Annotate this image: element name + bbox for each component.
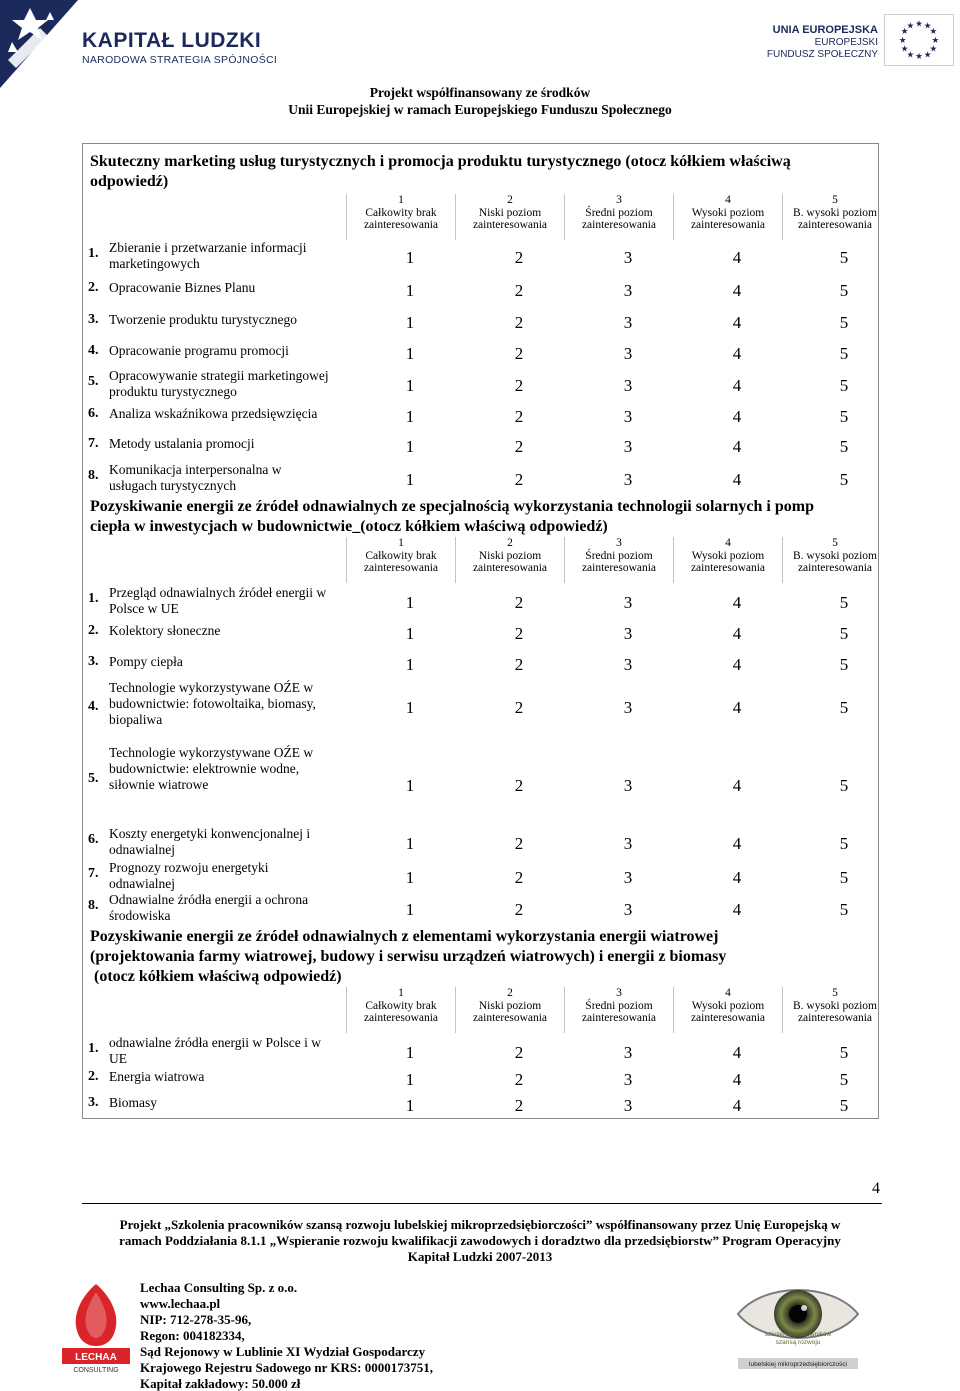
svg-text:LECHAA: LECHAA (75, 1352, 117, 1363)
section-3-title-line2: (projektowania farmy wiatrowej, budowy i serwisu urządzeń wiatrowych) i energii z biomasy (90, 948, 727, 965)
rating-option-4[interactable]: 4 (732, 834, 742, 853)
rating-option-2[interactable]: 2 (514, 834, 524, 853)
svg-text:★: ★ (929, 27, 938, 38)
company-nip: NIP: 712-278-35-96, (140, 1312, 252, 1327)
item-label (109, 1095, 339, 1111)
svg-text:CONSULTING: CONSULTING (73, 1367, 119, 1374)
item-label (109, 860, 339, 892)
rating-option-4[interactable]: 4 (732, 470, 742, 489)
item-label-line: środowiska (109, 908, 171, 923)
rating-option-3[interactable]: 3 (623, 344, 633, 363)
rating-option-5[interactable]: 5 (839, 834, 849, 853)
svg-text:★: ★ (923, 50, 932, 61)
rating-option-1[interactable]: 1 (405, 313, 415, 332)
item-number: 5. (88, 771, 99, 786)
rating-option-4[interactable]: 4 (732, 376, 742, 395)
rating-option-1[interactable]: 1 (405, 470, 415, 489)
survey-item (84, 1095, 884, 1117)
item-number: 1. (88, 246, 99, 261)
item-label-line: Biomasy (109, 1095, 158, 1110)
rating-option-5[interactable]: 5 (839, 470, 849, 489)
rating-option-2[interactable]: 2 (514, 313, 524, 332)
rating-option-3[interactable]: 3 (623, 437, 633, 456)
footer-line2: ramach Poddziałania 8.1.1 „Wspieranie rozwoju kwalifikacji zawodowych i doradztwo dla przedsiębiorstw” Program Operacyjny (119, 1233, 841, 1248)
item-number: 6. (88, 832, 99, 847)
item-label-line: biopaliwa (109, 712, 163, 727)
rating-option-3[interactable]: 3 (623, 313, 633, 332)
item-number: 3. (88, 1095, 99, 1110)
rating-option-4[interactable]: 4 (732, 407, 742, 426)
rating-option-4[interactable]: 4 (732, 344, 742, 363)
item-label (109, 406, 339, 422)
item-label-line: Technologie wykorzystywane OŹE w (109, 680, 314, 695)
svg-text:★: ★ (915, 19, 923, 30)
section-3-title (90, 927, 726, 987)
rating-option-2[interactable]: 2 (514, 281, 524, 300)
item-label-line: Koszty energetyki konwencjonalnej i (109, 826, 311, 841)
footer-line3: Kapitał Ludzki 2007-2013 (407, 1249, 553, 1264)
section-2-title-line1: Pozyskiwanie energii ze źródeł odnawialnych ze specjalnością wykorzystania technologii solarnych i pomp (90, 498, 814, 515)
item-label-line: Przegląd odnawialnych źródeł energii w (109, 585, 327, 600)
rating-option-3[interactable]: 3 (623, 1070, 633, 1089)
rating-option-2[interactable]: 2 (514, 1070, 524, 1089)
item-label-line: marketingowych (109, 256, 200, 271)
scale-header-4: 4 Wysoki poziom zainteresowania (690, 194, 766, 231)
rating-option-4[interactable]: 4 (732, 1070, 742, 1089)
rating-option-1[interactable]: 1 (405, 1070, 415, 1089)
item-label-line: Energia wiatrowa (109, 1069, 205, 1084)
cofinancing-line2: Unii Europejskiej w ramach Europejskiego Funduszu Społecznego (288, 102, 672, 117)
company-court: Sąd Rejonowy w Lublinie XI Wydział Gospodarczy (140, 1344, 426, 1359)
item-label-line: odnawialnej (109, 842, 175, 857)
survey-item (84, 860, 884, 896)
rating-option-1[interactable]: 1 (405, 655, 415, 674)
rating-option-3[interactable]: 3 (623, 593, 633, 612)
footer-divider (82, 1203, 882, 1204)
item-label-line: odnawialnej (109, 876, 175, 891)
scale-header-3: 3 Średni poziom zainteresowania (581, 987, 657, 1024)
item-label (109, 312, 339, 328)
svg-text:szansą rozwoju: szansą rozwoju (775, 1339, 821, 1346)
item-number: 1. (88, 1041, 99, 1056)
svg-text:lubelskiej mikroprzedsiębiorcz: lubelskiej mikroprzedsiębiorczości (749, 1361, 847, 1368)
scale-header-1: 1 Całkowity brak zainteresowania (363, 194, 439, 231)
survey-item (84, 654, 884, 676)
item-number: 5. (88, 374, 99, 389)
rating-option-1[interactable]: 1 (405, 344, 415, 363)
survey-item (84, 892, 884, 928)
rating-option-5[interactable]: 5 (839, 344, 849, 363)
rating-option-4[interactable]: 4 (732, 868, 742, 887)
svg-text:★: ★ (898, 35, 907, 46)
item-number: 7. (88, 866, 99, 881)
rating-option-5[interactable]: 5 (839, 593, 849, 612)
item-label-line: siłownie wiatrowe (109, 777, 209, 792)
item-label-line: Odnawialne źródła energii a ochrona (109, 892, 309, 907)
kapital-ludzki-logo (0, 0, 300, 90)
rating-option-5[interactable]: 5 (839, 313, 849, 332)
rating-option-1[interactable]: 1 (405, 248, 415, 267)
rating-option-5[interactable]: 5 (839, 624, 849, 643)
rating-option-1[interactable]: 1 (405, 407, 415, 426)
svg-text:★: ★ (929, 44, 938, 55)
scale-header-4: 4 Wysoki poziom zainteresowania (690, 537, 766, 574)
rating-option-2[interactable]: 2 (514, 376, 524, 395)
rating-option-3[interactable]: 3 (623, 834, 633, 853)
rating-option-2[interactable]: 2 (514, 624, 524, 643)
survey-item (84, 680, 884, 736)
section-2-title (90, 497, 814, 537)
rating-option-3[interactable]: 3 (623, 407, 633, 426)
rating-option-3[interactable]: 3 (623, 624, 633, 643)
survey-item (84, 1035, 884, 1071)
rating-option-4[interactable]: 4 (732, 776, 742, 795)
item-label-line: Zbieranie i przetwarzanie informacji (109, 240, 307, 255)
survey-item (84, 462, 884, 498)
item-label-line: Tworzenie produktu turystycznego (109, 312, 297, 327)
scale-header-5: 5 B. wysoki poziom zainteresowania (792, 987, 877, 1024)
eye-logo-icon (734, 1276, 862, 1372)
item-label-line: budownictwie: elektrownie wodne, (109, 761, 300, 776)
company-krs: Krajowego Rejestru Sadowego nr KRS: 0000173751, (140, 1360, 433, 1375)
rating-option-5[interactable]: 5 (839, 868, 849, 887)
ue-line3: FUNDUSZ SPOŁECZNY (766, 49, 878, 60)
ue-text (767, 24, 878, 61)
rating-option-5[interactable]: 5 (839, 900, 849, 919)
item-label (109, 623, 339, 639)
item-label-line: Prognozy rozwoju energetyki (109, 860, 269, 875)
company-name: Lechaa Consulting Sp. z o.o. (140, 1280, 298, 1295)
rating-option-4[interactable]: 4 (732, 248, 742, 267)
rating-option-5[interactable]: 5 (839, 655, 849, 674)
company-regon: Regon: 004182334, (140, 1328, 245, 1343)
item-label-line: Komunikacja interpersonalna w (109, 462, 282, 477)
rating-option-3[interactable]: 3 (623, 248, 633, 267)
rating-option-2[interactable]: 2 (514, 344, 524, 363)
svg-text:★: ★ (923, 21, 932, 32)
item-number: 8. (88, 468, 99, 483)
svg-text:★: ★ (931, 35, 940, 46)
item-label (109, 343, 339, 359)
scale-header-2: 2 Niski poziom zainteresowania (472, 537, 548, 574)
rating-option-4[interactable]: 4 (732, 900, 742, 919)
rating-option-5[interactable]: 5 (839, 1096, 849, 1115)
item-label-line: Technologie wykorzystywane OŹE w (109, 745, 314, 760)
rating-option-1[interactable]: 1 (405, 593, 415, 612)
section-1-title (90, 152, 791, 192)
item-label-line: produktu turystycznego (109, 384, 237, 399)
item-number: 4. (88, 343, 99, 358)
section-3-title-line3: (otocz kółkiem właściwą odpowiedź) (90, 968, 342, 985)
rating-option-5[interactable]: 5 (839, 1070, 849, 1089)
section-3-title-line1: Pozyskiwanie energii ze źródeł odnawialnych z elementami wykorzystania energii wiatrowej (90, 928, 719, 945)
item-label (109, 680, 339, 728)
svg-text:★: ★ (906, 21, 915, 32)
section-1-title-line2: odpowiedź) (90, 173, 169, 190)
item-label-line: Kolektory słoneczne (109, 623, 221, 638)
rating-option-4[interactable]: 4 (732, 281, 742, 300)
svg-text:★: ★ (915, 52, 923, 63)
eu-flag-icon (884, 14, 954, 66)
rating-option-5[interactable]: 5 (839, 698, 849, 717)
survey-item (84, 280, 884, 302)
section-2-title-line2: ciepła w inwestycjach w budownictwie_(otocz kółkiem właściwą odpowiedź) (90, 518, 608, 535)
cofinancing-line1: Projekt współfinansowany ze środków (369, 85, 591, 100)
rating-option-1[interactable]: 1 (405, 698, 415, 717)
rating-option-2[interactable]: 2 (514, 655, 524, 674)
rating-option-2[interactable]: 2 (514, 1043, 524, 1062)
rating-option-2[interactable]: 2 (514, 437, 524, 456)
item-number: 3. (88, 654, 99, 669)
svg-text:★: ★ (906, 50, 915, 61)
scale-header-3: 3 Średni poziom zainteresowania (581, 537, 657, 574)
section-1-scale-header (346, 194, 890, 240)
rating-option-2[interactable]: 2 (514, 407, 524, 426)
item-label (109, 1069, 339, 1085)
svg-text:szkolenia pracowników: szkolenia pracowników (764, 1331, 832, 1338)
rating-option-4[interactable]: 4 (732, 1043, 742, 1062)
item-number: 1. (88, 591, 99, 606)
rating-option-2[interactable]: 2 (514, 1096, 524, 1115)
rating-option-2[interactable]: 2 (514, 698, 524, 717)
rating-option-2[interactable]: 2 (514, 248, 524, 267)
scale-header-1: 1 Całkowity brak zainteresowania (363, 987, 439, 1024)
rating-option-1[interactable]: 1 (405, 624, 415, 643)
item-number: 2. (88, 1069, 99, 1084)
survey-item (84, 368, 884, 404)
rating-option-1[interactable]: 1 (405, 834, 415, 853)
rating-option-1[interactable]: 1 (405, 281, 415, 300)
rating-option-3[interactable]: 3 (623, 698, 633, 717)
company-capital: Kapitał zakładowy: 50.000 zł (140, 1376, 301, 1391)
rating-option-3[interactable]: 3 (623, 470, 633, 489)
svg-text:★: ★ (900, 27, 909, 38)
item-number: 6. (88, 406, 99, 421)
rating-option-1[interactable]: 1 (405, 900, 415, 919)
item-label (109, 826, 339, 858)
scale-header-2: 2 Niski poziom zainteresowania (472, 194, 548, 231)
cofinancing-header (0, 84, 960, 118)
project-footer (0, 1217, 960, 1265)
scale-header-3: 3 Średni poziom zainteresowania (581, 194, 657, 231)
rating-option-1[interactable]: 1 (405, 868, 415, 887)
rating-option-5[interactable]: 5 (839, 437, 849, 456)
item-number: 7. (88, 436, 99, 451)
item-label-line: Pompy ciepła (109, 654, 183, 669)
rating-option-4[interactable]: 4 (732, 698, 742, 717)
item-label-line: budownictwie: fotowoltaika, biomasy, (109, 696, 316, 711)
rating-option-5[interactable]: 5 (839, 776, 849, 795)
scale-header-1: 1 Całkowity brak zainteresowania (363, 537, 439, 574)
rating-option-1[interactable]: 1 (405, 437, 415, 456)
rating-option-3[interactable]: 3 (623, 868, 633, 887)
kapital-ludzki-subtitle: NARODOWA STRATEGIA SPÓJNOŚCI (82, 54, 278, 66)
item-number: 8. (88, 898, 99, 913)
scale-header-4: 4 Wysoki poziom zainteresowania (690, 987, 766, 1024)
item-number: 3. (88, 312, 99, 327)
rating-option-2[interactable]: 2 (514, 776, 524, 795)
item-number: 2. (88, 280, 99, 295)
item-label-line: Metody ustalania promocji (109, 436, 255, 451)
scale-header-5: 5 B. wysoki poziom zainteresowania (792, 537, 877, 574)
item-label (109, 1035, 339, 1067)
item-label (109, 745, 339, 793)
rating-option-5[interactable]: 5 (839, 407, 849, 426)
item-label-line: Opracowywanie strategii marketingowej (109, 368, 329, 383)
ue-line1: UNIA EUROPEJSKA (772, 24, 878, 36)
survey-item (84, 436, 884, 458)
item-label-line: Opracowanie programu promocji (109, 343, 289, 358)
company-website[interactable]: www.lechaa.pl (140, 1296, 221, 1311)
rating-option-5[interactable]: 5 (839, 248, 849, 267)
item-number: 4. (88, 699, 99, 714)
rating-option-5[interactable]: 5 (839, 376, 849, 395)
survey-item (84, 343, 884, 365)
item-label-line: UE (109, 1051, 127, 1066)
rating-option-4[interactable]: 4 (732, 655, 742, 674)
rating-option-3[interactable]: 3 (623, 776, 633, 795)
item-label-line: Opracowanie Biznes Planu (109, 280, 256, 295)
survey-item (84, 312, 884, 334)
lechaa-logo-icon (62, 1282, 130, 1374)
rating-option-1[interactable]: 1 (405, 1096, 415, 1115)
item-label (109, 462, 339, 494)
rating-option-3[interactable]: 3 (623, 1096, 633, 1115)
survey-item (84, 826, 884, 862)
rating-option-3[interactable]: 3 (623, 281, 633, 300)
survey-item (84, 406, 884, 428)
rating-option-1[interactable]: 1 (405, 376, 415, 395)
kapital-ludzki-emblem-icon (0, 0, 80, 90)
rating-option-2[interactable]: 2 (514, 470, 524, 489)
rating-option-4[interactable]: 4 (732, 313, 742, 332)
rating-option-3[interactable]: 3 (623, 655, 633, 674)
rating-option-5[interactable]: 5 (839, 281, 849, 300)
item-label-line: usługach turystycznych (109, 478, 237, 493)
svg-text:★: ★ (900, 44, 909, 55)
rating-option-4[interactable]: 4 (732, 593, 742, 612)
item-label (109, 368, 339, 400)
footer-line1: Projekt „Szkolenia pracowników szansą rozwoju lubelskiej mikroprzedsiębiorczości” współfinansowany przez Unię Europejską w (119, 1217, 841, 1232)
rating-option-1[interactable]: 1 (405, 776, 415, 795)
scale-header-2: 2 Niski poziom zainteresowania (472, 987, 548, 1024)
item-label-line: odnawialne źródła energii w Polsce i w (109, 1035, 321, 1050)
item-label (109, 240, 339, 272)
rating-option-2[interactable]: 2 (514, 593, 524, 612)
item-label (109, 892, 339, 924)
item-label (109, 436, 339, 452)
page-number: 4 (872, 1180, 880, 1197)
survey-item (84, 240, 884, 276)
item-label-line: Analiza wskaźnikowa przedsięwzięcia (109, 406, 318, 421)
item-label (109, 585, 339, 617)
section-3-scale-header (346, 987, 890, 1033)
kapital-ludzki-title: KAPITAŁ LUDZKI (82, 29, 262, 52)
survey-item (84, 623, 884, 645)
section-1-title-line1: Skuteczny marketing usług turystycznych i promocja produktu turystycznego (otocz kółkiem właściwą (90, 153, 791, 170)
rating-option-4[interactable]: 4 (732, 1096, 742, 1115)
survey-item (84, 745, 884, 815)
scale-header-5: 5 B. wysoki poziom zainteresowania (792, 194, 877, 231)
rating-option-2[interactable]: 2 (514, 868, 524, 887)
survey-item (84, 1069, 884, 1091)
rating-option-3[interactable]: 3 (623, 900, 633, 919)
rating-option-3[interactable]: 3 (623, 1043, 633, 1062)
company-info (140, 1280, 433, 1391)
rating-option-3[interactable]: 3 (623, 376, 633, 395)
rating-option-2[interactable]: 2 (514, 900, 524, 919)
rating-option-4[interactable]: 4 (732, 624, 742, 643)
rating-option-1[interactable]: 1 (405, 1043, 415, 1062)
item-number: 2. (88, 623, 99, 638)
survey-item (84, 585, 884, 621)
ue-line2: EUROPEJSKI (814, 37, 878, 48)
section-2-scale-header (346, 537, 890, 583)
rating-option-4[interactable]: 4 (732, 437, 742, 456)
item-label-line: Polsce w UE (109, 601, 179, 616)
rating-option-5[interactable]: 5 (839, 1043, 849, 1062)
item-label (109, 654, 339, 670)
item-label (109, 280, 339, 296)
